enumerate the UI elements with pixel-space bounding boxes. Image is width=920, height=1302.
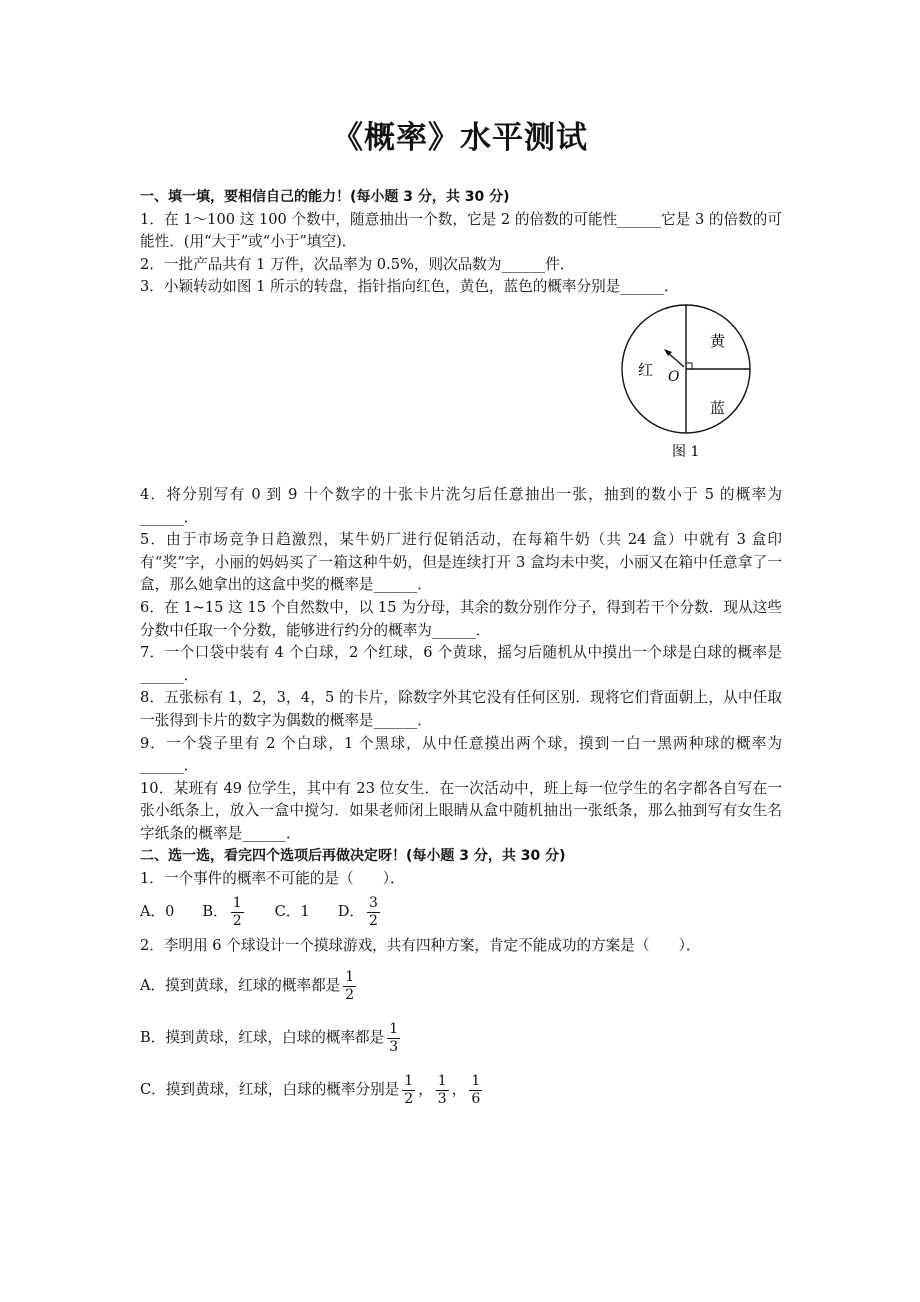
question-1: 1．在 1～100 这 100 个数中，随意抽出一个数，它是 2 的倍数的可能性______它是 3 的倍数的可能性．(用“大于”或“小于”填空)． [140, 210, 782, 251]
section2-heading: 二、选一选，看完四个选项后再做决定呀！(每小题 3 分，共 30 分) [140, 848, 566, 865]
denominator: 2 [345, 986, 355, 1003]
option-d [338, 895, 383, 930]
denominator: 3 [437, 1090, 447, 1107]
question-8: 8．五张标有 1，2，3，4，5 的卡片，除数字外其它没有任何区别．现将它们背面朝上，从中任取一张得到卡片的数字为偶数的概率是______． [140, 689, 782, 729]
question-5: 5．由于市场竞争日趋激烈，某牛奶厂进行促销活动，在每箱牛奶（共 24 盒）中就有 3 盒印有“奖”字，小丽的妈妈买了一箱这种牛奶，但是连续打开 3 盒均未中奖，小丽又在箱中任意拿了一盒，那么她拿出的这盒中奖的概率是______． [140, 531, 782, 594]
label-blue: 蓝 [710, 398, 726, 417]
fraction [387, 1021, 400, 1056]
label-red: 红 [638, 360, 654, 379]
option-b [202, 895, 246, 930]
denominator: 2 [404, 1090, 414, 1107]
label-yellow: 黄 [710, 331, 726, 350]
fraction [343, 969, 356, 1004]
label-center-o: O [668, 368, 680, 385]
option-a [140, 901, 174, 924]
fraction [436, 1073, 449, 1108]
mc-question-2-option-a [140, 963, 782, 1009]
question-6: 6．在 1~15 这 15 个自然数中，以 15 为分母，其余的数分别作分子，得到若干个分数．现从这些分数中任取一个分数，能够进行约分的概率为______． [140, 598, 782, 639]
numerator: 3 [369, 895, 378, 912]
option-text: C．摸到黄球，红球，白球的概率分别是 [140, 1080, 400, 1098]
denominator: 2 [232, 913, 242, 930]
numerator: 1 [404, 1072, 414, 1089]
option-text: B．摸到黄球，红球，白球的概率都是 [140, 1028, 385, 1046]
mc-question-2: 2．李明用 6 个球设计一个摸球游戏，共有四种方案，肯定不能成功的方案是（ ）． [140, 936, 701, 954]
option-b-label: B． [202, 903, 228, 921]
question-2: 2．一批产品共有 1 万件，次品率为 0.5%，则次品数为______件． [140, 255, 575, 273]
page-title: 《概率》水平测试 [332, 120, 588, 156]
mc-question-1-options [140, 891, 782, 935]
fraction [402, 1073, 415, 1108]
section1-heading: 一、填一填，要相信自己的能力！(每小题 3 分，共 30 分) [140, 189, 510, 205]
numerator: 1 [437, 1072, 447, 1089]
figure-caption: 图 1 [672, 443, 700, 460]
fraction [231, 895, 244, 930]
numerator: 1 [389, 1020, 399, 1037]
mc-question-2-option-b [140, 1015, 782, 1061]
mc-question-2-option-c [140, 1067, 782, 1113]
option-text: A．摸到黄球，红球的概率都是 [140, 976, 341, 994]
option-c [275, 901, 310, 924]
denominator: 6 [471, 1090, 481, 1107]
question-7: 7．一个口袋中装有 4 个白球，2 个红球，6 个黄球，摇匀后随机从中摸出一个球是白球的概率是______． [140, 644, 782, 684]
question-3: 3．小颖转动如图 1 所示的转盘，指针指向红色，黄色，蓝色的概率分别是______． [140, 278, 679, 296]
worksheet-content [140, 186, 782, 1113]
question-10: 10．某班有 49 位学生，其中有 23 位女生．在一次活动中，班上每一位学生的名字都各自写在一张小纸条上，放入一盒中搅匀．如果老师闭上眼睛从盒中随机抽出一张纸条，那么抽到写有女生名字纸条的概率是______． [140, 779, 782, 842]
fraction [367, 895, 380, 930]
spinner-diagram [620, 301, 760, 481]
denominator: 3 [389, 1038, 399, 1055]
numerator: 1 [471, 1072, 481, 1089]
option-c-label: C．1 [274, 903, 310, 921]
separator: ， [451, 1080, 467, 1098]
separator: ， [418, 1080, 433, 1098]
denominator: 2 [369, 913, 378, 930]
fraction [469, 1073, 482, 1108]
numerator: 1 [232, 895, 242, 912]
right-angle-mark [686, 363, 692, 369]
option-a-label: A．0 [140, 903, 175, 921]
numerator: 1 [345, 968, 355, 985]
question-9: 9．一个袋子里有 2 个白球，1 个黑球，从中任意摸出两个球，摸到一白一黑两种球的概率为______． [140, 734, 782, 775]
spinner-figure [140, 299, 782, 484]
mc-question-1: 1．一个事件的概率不可能的是（ ）． [140, 870, 405, 888]
question-4: 4．将分别写有 0 到 9 十个数字的十张卡片洗匀后任意抽出一张，抽到的数小于 5 的概率为______． [140, 485, 782, 526]
option-d-label: D． [337, 903, 365, 921]
